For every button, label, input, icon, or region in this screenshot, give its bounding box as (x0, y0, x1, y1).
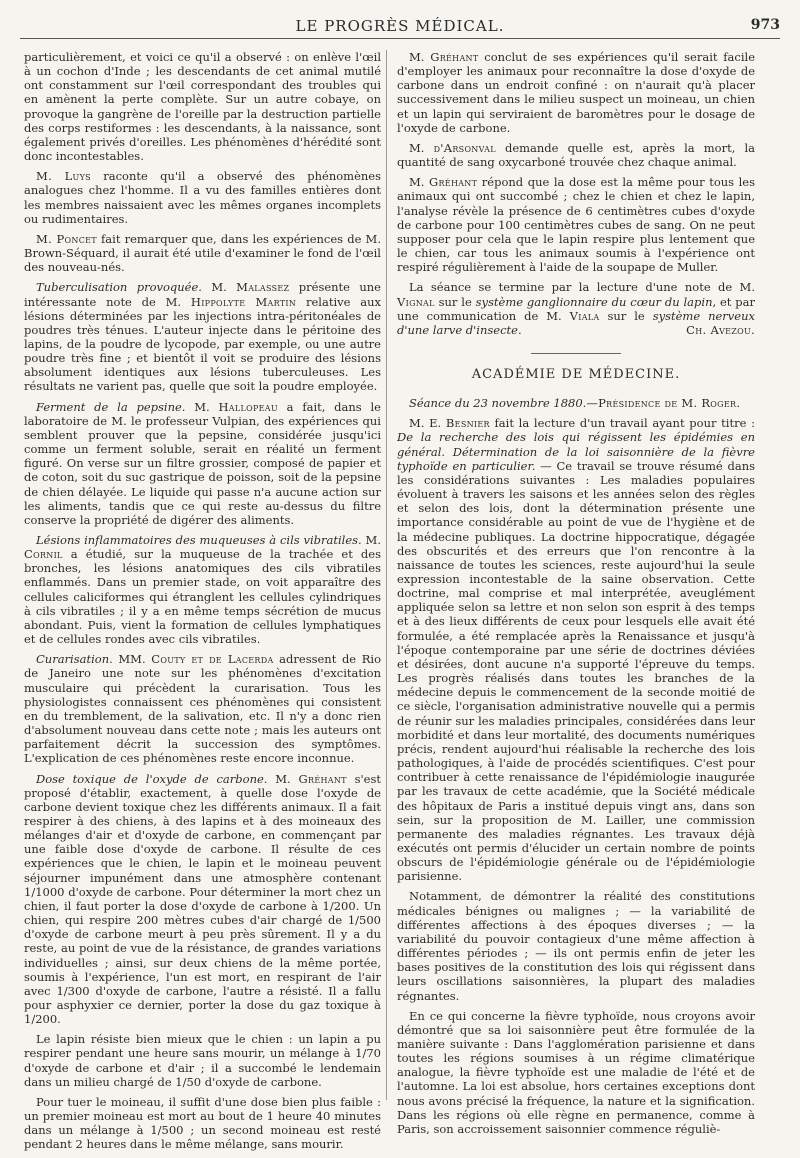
paragraph (24, 280, 381, 393)
text: adressent de Rio de Janeiro une note sur les phénomènes d'excitation musculaire qui précèdent la curarisation. Tous les physiologistes connaissent ces phénomènes qui consistent en du tremblement, de la salivation, etc. Il n'y a donc rien d'absolument nouveau dans cette note ; mais les auteurs ont parfaitement décrit la succession des symptômes. L'explication de ces phénomènes reste encore inconnue. (24, 652, 381, 766)
paragraph-text: Le lapin résiste bien mieux que le chien : un lapin a pu respirer pendant une heure sans mourir, un mélange à 1/70 d'oxyde de carbone et d'air ; il a succombé le lendemain dans un milieu chargé de 1/50 d'oxyde de carbone. (24, 1032, 381, 1089)
text: s'est proposé d'établir, exactement, à quelle dose l'oxyde de carbone devient toxique chez les différents animaux. Il a fait respirer à des chiens, à des lapins et à des moineaux des mélanges d'air et d'oxyde de carbone, en commençant par une faible dose d'oxyde de carbone. Il résulte de ces expériences que le chien, le lapin et le moineau peuvent séjourner impunément dans une atmosphère contenant 1/1000 d'oxyde de carbone. Pour déterminer la mort chez un chien, il faut porter la dose d'oxyde de carbone à 1/200. Un chien, qui respire 200 mètres cubes d'air chargé de 1/500 d'oxyde de carbone meurt à peu près sûrement. Il y a du reste, au point de vue de la résistance, de grandes variations individuelles ; ainsi, sur deux chiens de la même portée, soumis à l'expérience, l'un est mort, en respirant de l'air avec 1/300 d'oxyde de carbone, l'autre a résisté. Il a fallu pour asphyxier ce dernier, porter la dose du gaz toxique à 1/200. (24, 771, 381, 1027)
author-name: Viala (569, 308, 600, 323)
author-name: Vignal (397, 294, 435, 309)
text: M. (409, 175, 429, 190)
topic-title: Tuberculisation provoquée. (36, 280, 202, 295)
paragraph (24, 1032, 381, 1089)
author-name: Gréhant (298, 771, 347, 786)
running-header (20, 16, 780, 39)
journal-title: LE PROGRÈS MÉDICAL. (295, 17, 505, 35)
paragraph (397, 175, 755, 274)
text: relative aux lésions déterminées par les injections intra-péritonéales de poudres très ténues. L'auteur injecte dans le péritoine des lapins, de la poudre de lycopode, par exemple, ou une autre poudre très fine ; et bientôt il voit se produire des lésions absolument identiques aux lésions tuberculeuses. Les résultats ne varient pas, quelle que soit la poudre employée. (24, 294, 381, 394)
paragraph (24, 50, 381, 163)
author-name: M. Luys (36, 169, 91, 184)
session-date: Séance du 23 novembre 1880. (409, 396, 587, 411)
text: a étudié, sur la muqueuse de la trachée et des bronches, les lésions anatomiques des cils vibratiles enflammés. Dans un premier stade, on voit apparaître des cellules caliciformes qui étranglent les cellules cylindriques à cils vibratiles ; il y a en même temps sécrétion de mucus abondant. Puis, vient la formation de cellules lymphatiques et de cellules rondes avec cils vibratiles. (24, 547, 381, 647)
right-column (397, 50, 755, 1142)
author-name: Besnier (445, 416, 490, 431)
paragraph-text: En ce qui concerne la fièvre typhoïde, nous croyons avoir démontré que sa loi saisonnière peut être formulée de la manière suivante : Dans l'agglomération parisienne et dans toutes les régions soumises à un régime climatérique analogue, la fièvre typhoïde est une maladie de l'été et de l'automne. La loi est absolue, hors certaines exceptions dont nous avons précisé la fréquence, la nature et la signification. Dans les régions où elle règne en permanence, comme à Paris, son accroissement saisonnier commence réguliè- (397, 1008, 755, 1136)
italic-title: système nerveux d'une larve d'insecte (397, 308, 755, 337)
paragraph (397, 889, 755, 1002)
topic-title: Ferment de la pepsine. (36, 399, 186, 414)
session-line (397, 396, 755, 410)
section-title: ACADÉMIE DE MÉDECINE. (471, 366, 681, 382)
text: M. (267, 771, 299, 786)
text: M. (361, 533, 381, 547)
paragraph (24, 1095, 381, 1152)
text: demande quelle est, après la mort, la quantité de sang oxycarboné trouvée chez chaque animal. (397, 140, 756, 170)
text: conclut de ses expériences qu'il serait facile d'employer les animaux pour reconnaître la dose d'oxyde de carbone dans un endroit confiné : on n'aurait qu'à placer successivement dans le milieu suspect un moineau, un chien et un lapin qui serviraient de baromètres pour le dosage de l'oxyde de carbone. (397, 50, 755, 135)
topic-title: Lésions inflammatoires des muqueuses à cils vibratiles. (36, 533, 362, 547)
text: La séance se termine par la lecture d'une note de M. (409, 280, 755, 295)
paragraph (24, 772, 381, 1027)
paragraph-text: Notamment, de démontrer la réalité des constitutions médicales bénignes ou malignes ; — la variabilité de différentes affections à des époques diverses ; — la variabilité du pouvoir contagieux d'une même affection à différentes périodes ; — ils ont permis enfin de jeter les bases positives de la constitution des lois qui régissent dans leurs oscillations saisonnières, la plupart des maladies régnantes. (397, 889, 755, 1003)
text: sur le (434, 294, 476, 309)
paragraph (24, 652, 381, 765)
column-divider (386, 50, 387, 1100)
text: M. E. (409, 416, 446, 431)
author-name: Gréhant (430, 50, 479, 64)
text: a fait, dans le laboratoire de M. le professeur Vulpian, des expériences qui semblent prouver que la pepsine, considérée jusqu'ici comme un ferment soluble, serait en réalité un ferment figuré. On verse sur un filtre grossier, composé de papier et de coton, soit du suc gastrique de poisson, soit de la pepsine de chien délayée. Le liquide qui passe n'a aucune action sur les aliments, tandis que ce qui reste au-dessus du filtre conserve la propriété de digérer des aliments. (24, 399, 381, 527)
paragraph-text: particulièrement, et voici ce qu'il a observé : on enlève l'œil à un cochon d'Inde ; les descendants de cet animal mutilé ont constamment sur l'œil correspondant des troubles qui en amènent la perte complète. Sur un autre cobaye, on provoque la gangrène de l'oreille par la destruction partielle des corps restiformes : les descendants, à la naissance, sont également privés d'oreilles. Les phénomènes d'hérédité sont donc incontestables. (24, 50, 381, 164)
author-name: d'Arsonval (433, 140, 496, 155)
text: , et par une communication de M. (397, 294, 755, 323)
paragraph-text: fait remarquer que, dans les expériences de M. Brown-Séquard, il aurait été utile d'examiner le fond de l'œil des nouveau-nés. (24, 231, 381, 275)
session-presidency: —Présidence de M. Roger. (586, 396, 741, 411)
page-number: 973 (750, 17, 780, 33)
italic-title: système ganglionnaire du cœur du lapin (475, 294, 713, 309)
text: présente une intéressante note de M. (24, 280, 381, 309)
paragraph (397, 416, 755, 883)
text: M. (409, 50, 431, 64)
author-name: Cornil (24, 547, 63, 562)
paragraph (397, 50, 755, 135)
paragraph (397, 141, 755, 169)
text: répond que la dose est la même pour tous les animaux qui ont succombé ; chez le chien et chez le lapin, l'analyse révèle la présence de 6 centimètres cubes d'oxyde de carbone pour 100 centimètres cubes de sang. On ne peut supposer pour cela que le lapin respire plus lentement que le chien, car tous les animaux soumis à l'expérience ont respiré régulièrement à l'aide de la soupape de Muller. (397, 175, 755, 275)
text: M. (201, 280, 237, 295)
author-name: M. Poncet (36, 231, 97, 246)
paragraph (24, 232, 381, 274)
paragraph-text: raconte qu'il a observé des phénomènes analogues chez l'homme. Il a vu des familles entières dont les membres naissaient avec les mêmes organes incomplets ou rudimentaires. (24, 169, 382, 226)
paragraph (397, 1009, 755, 1136)
paragraph (397, 280, 755, 337)
text: M. (409, 140, 434, 155)
paragraph (24, 533, 381, 646)
author-name: Hippolyte Martin (190, 294, 297, 309)
text: M. (185, 399, 219, 414)
signature: Ch. Avezou. (686, 322, 755, 337)
author-name: Hallopeau (218, 399, 278, 414)
topic-title: Dose toxique de l'oxyde de carbone. (36, 771, 268, 786)
paragraph (24, 169, 381, 226)
author-name: Couty et de Lacerda (151, 652, 274, 667)
text: MM. (112, 652, 152, 667)
topic-title: Curarisation. (36, 652, 113, 667)
left-column (24, 50, 381, 1158)
paragraph-text: Pour tuer le moineau, il suffit d'une dose bien plus faible : un premier moineau est mort au bout de 1 heure 40 minutes dans un mélange à 1/500 ; un second moineau est resté pendant 2 heures dans le même mélange, sans mourir. (24, 1094, 381, 1152)
text: fait la lecture d'un travail ayant pour titre : (489, 416, 755, 431)
italic-title: De la recherche des lois qui régissent les épidémies en général. Détermination de la loi saisonnière de la fièvre typhoïde en particulier. (397, 430, 755, 473)
author-name: Malassez (236, 280, 290, 295)
author-name: Gréhant (429, 175, 478, 190)
text: — Ce travail se trouve résumé dans les considérations suivantes : Les maladies populaires évoluent à travers les saisons et les années selon des règles et selon des lois, dont la détermination présente une importance considérable au point de vue de l'hygiène et de la médecine publiques. La doctrine hippocratique, dégagée des obscurités et des erreurs que l'on rencontre à la naissance de toutes les sciences, reste aujourd'hui la seule expression incontestable de la saine observation. Cette doctrine, mal comprise et mal interprétée, aveuglément appliquée selon sa lettre et non selon son esprit à des temps et à des lieux différents de ceux pour lesquels elle avait été formulée, a été remplacée après la Renaissance et jusqu'à l'époque contemporaine par une série de doctrines déviées et désirées, dont aucune n'a supporté l'épreuve du temps. Les progrès réalisés dans toutes les branches de la médecine depuis le commencement de la seconde moitié de ce siècle, l'organisation administrative nouvelle qui a permis de réunir sur les maladies principales, considérées dans leur morbidité et dans leur mortalité, des documents numériques précis, rendent aujourd'hui réalisable la recherche des lois pathologiques, à l'aide de procédés scientifiques. C'est pour contribuer à cette renaissance de l'épidémiologie inaugurée par les travaux de cette académie, que la Société médicale des hôpitaux de Paris a institué depuis vingt ans, dans son sein, sur la proposition de M. Lailler, une commission permanente des maladies régnantes. Les travaux déjà exécutés ont permis d'élucider un certain nombre de points obscurs de l'épidémiologie générale ou de l'épidémiologie parisienne. (397, 458, 756, 884)
text: . (517, 322, 522, 337)
text: sur le (599, 308, 653, 323)
paragraph (24, 400, 381, 527)
section-rule (531, 353, 621, 354)
